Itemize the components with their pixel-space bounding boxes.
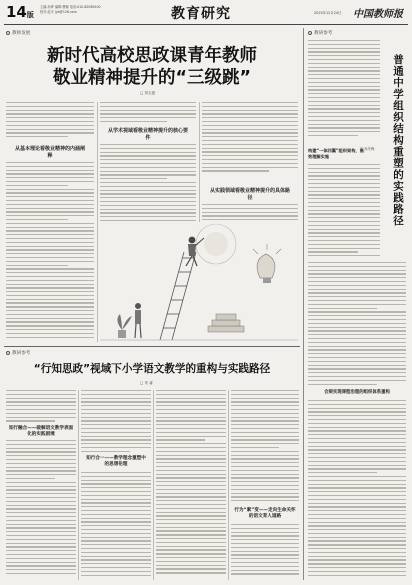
right-article-vertical-title: 普通中学组织结构重塑的实践路径 xyxy=(392,54,404,227)
page-number xyxy=(6,3,34,21)
masthead xyxy=(0,0,412,26)
second-article-text-col4b xyxy=(231,524,299,580)
right-article-text-middle xyxy=(308,164,380,260)
teacher-illustration xyxy=(100,222,298,344)
main-article-text-col2 xyxy=(100,102,196,128)
right-section-label: 教研参考 xyxy=(308,30,332,36)
second-article-text-col1b xyxy=(6,440,76,580)
second-article-text-col1 xyxy=(6,390,76,424)
left-section-label: 教师发展 xyxy=(6,30,30,36)
second-article-title: “行知思政”视域下小学语文教学的重构与实践路径 xyxy=(33,363,271,375)
main-title-line-2: 敬业精神提升的“三级跳” xyxy=(52,68,251,88)
right-article-text-top xyxy=(308,40,380,140)
main-subhead-2: 从学术视域看敬业精神提升的核心要件 xyxy=(108,128,189,141)
meta-line-2: 校对:赵平 jyb@126.com xyxy=(40,10,77,14)
right-article-text-wide-2 xyxy=(308,400,406,580)
second-article-text-col3 xyxy=(156,390,226,580)
second-article-byline: □ 朱 睿 xyxy=(140,381,153,385)
meta-line-1: 主编:孙烨 编辑:曹娜 电话:010-82089100 xyxy=(40,5,101,9)
second-article-text-col2 xyxy=(81,390,151,454)
main-subhead-1: 从基本理论看敬业精神的内涵阐释 xyxy=(14,146,85,159)
main-subhead-3: 从实践领域看敬业精神提升的具体路径 xyxy=(210,188,291,201)
meta-info xyxy=(40,5,101,15)
main-article-text-col1b xyxy=(6,162,94,344)
section-title: 教育研究 xyxy=(171,6,231,22)
right-subhead-1: 构建“一体四翼”组织架构，高效理解实施 xyxy=(308,148,364,159)
second-section-label: 教研参考 xyxy=(6,350,30,356)
issue-date: 2025年12月24日 xyxy=(314,11,342,15)
main-article-text-col3 xyxy=(202,102,298,178)
second-article-text-col2b xyxy=(81,472,151,580)
main-article-byline: □ 刘玉振 xyxy=(140,91,156,95)
main-article-title xyxy=(34,45,270,89)
right-article-text-wide-1 xyxy=(308,262,406,388)
second-subhead-2: 知行合一——教学理念重塑中的思想伦理 xyxy=(86,456,146,467)
page-unit: 版 xyxy=(26,11,34,19)
page-number-value: 14 xyxy=(6,3,27,21)
right-article-byline: □ 孙冬梅 xyxy=(360,147,375,151)
second-subhead-1: 知行融合——破解语文教学表面化的实践困境 xyxy=(8,426,74,437)
right-subhead-2: 合规实现课程治理的组织体系重构 xyxy=(324,390,390,395)
newspaper-logo: 中国教师报 xyxy=(353,9,403,20)
second-subhead-3: 行为“素”变——走向生命关怀的语文育人道路 xyxy=(234,508,296,519)
main-title-line-1: 新时代高校思政课青年教师 xyxy=(47,46,257,66)
second-article-text-col4 xyxy=(231,390,299,506)
main-article-text-col1 xyxy=(6,102,94,144)
